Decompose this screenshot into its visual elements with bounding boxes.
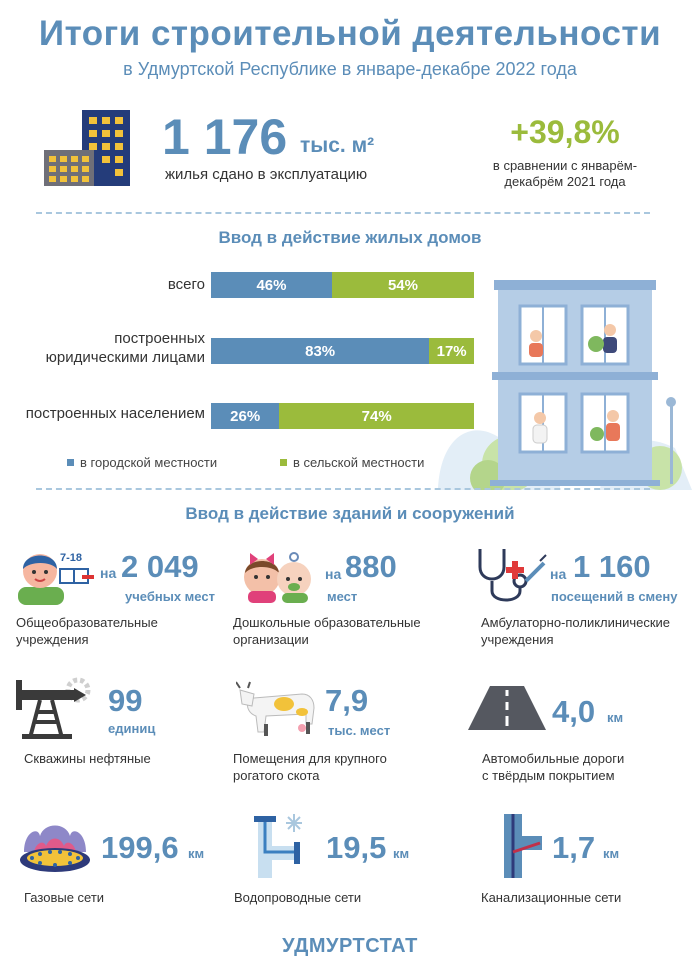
indicator-value-cattle: 7,9	[325, 683, 369, 718]
indicator-value-clinics: 1 160	[573, 549, 651, 584]
bar-legal-entities-rural	[429, 338, 474, 364]
indicator-value-schools: 2 049	[121, 549, 199, 584]
indicator-label-kindergartens: Дошкольные образовательные организации	[233, 615, 421, 647]
legend-swatch-rural	[280, 459, 287, 466]
bar-population-rural	[279, 403, 474, 429]
water-pipe-icon	[250, 812, 310, 878]
legend-swatch-urban	[67, 459, 74, 466]
housing-total-value: 1 176	[162, 109, 288, 165]
indicator-unit-sewer-networks: км	[603, 846, 620, 861]
indicator-label-oil-wells: Скважины нефтяные	[24, 751, 151, 766]
indicator-label-roads: Автомобильные дороги с твёрдым покрытием	[482, 751, 625, 783]
legend-item-rural: в сельской местности	[280, 455, 424, 470]
age-label: 7-18	[60, 552, 83, 564]
data-label: 46%	[256, 276, 287, 294]
footer-brand: УДМУРТСТАТ	[282, 935, 418, 957]
bar-total-urban	[211, 272, 332, 298]
housing-growth-value: +39,8%	[510, 114, 620, 150]
indicator-value-roads: 4,0	[552, 694, 596, 729]
indicator-unit-cattle: тыс. мест	[328, 723, 391, 738]
indicator-value-kindergartens: 880	[345, 549, 397, 584]
indicator-value-gas-networks: 199,6	[101, 830, 179, 865]
indicator-label-cattle: Помещения для крупного рогатого скота	[233, 751, 387, 783]
indicator-label-sewer-networks: Канализационные сети	[481, 890, 622, 905]
indicator-prefix: на	[325, 566, 342, 582]
bar-label-total: всего	[167, 276, 205, 293]
housing-total-caption: жилья сдано в эксплуатацию	[165, 166, 368, 183]
indicator-unit-oil-wells: единиц	[108, 721, 156, 736]
indicator-unit-water-networks: км	[393, 846, 410, 861]
indicator-prefix: на	[550, 566, 567, 582]
indicator-label-clinics: Амбулаторно-поликлинические учреждения	[481, 615, 671, 647]
bar-total-rural	[332, 272, 474, 298]
data-label: 54%	[387, 276, 418, 294]
buildings-title: Ввод в действие зданий и сооружений	[185, 504, 515, 523]
bar-label-population: построенных населением	[25, 405, 205, 422]
indicator-label-water-networks: Водопроводные сети	[234, 890, 362, 905]
data-label: 74%	[361, 407, 392, 425]
stacked-bar-chart	[211, 272, 474, 432]
indicator-label-gas-networks: Газовые сети	[24, 890, 105, 905]
student-icon	[16, 547, 96, 605]
oil-derrick-icon	[14, 676, 94, 740]
indicator-unit-clinics: посещений в смену	[551, 589, 678, 604]
indicator-value-oil-wells: 99	[108, 683, 143, 718]
cow-icon	[236, 680, 320, 738]
indicator-unit-roads: км	[607, 710, 624, 725]
indicator-unit-schools: учебных мест	[125, 589, 215, 604]
data-label: 83%	[305, 342, 336, 360]
divider	[36, 488, 650, 490]
data-label: 26%	[230, 407, 261, 425]
page-title: Итоги строительной деятельности	[38, 14, 662, 53]
gas-burner-icon	[18, 822, 92, 876]
road-icon	[466, 686, 548, 730]
stethoscope-icon	[470, 545, 548, 607]
indicator-value-sewer-networks: 1,7	[552, 830, 596, 865]
apartment-buildings-icon	[42, 106, 134, 188]
bar-legal-entities-urban	[211, 338, 429, 364]
legend-item-urban: в городской местности	[67, 455, 217, 470]
indicator-unit-gas-networks: км	[188, 846, 205, 861]
divider	[36, 212, 650, 214]
indicator-prefix: на	[100, 565, 117, 581]
bar-label-legal-entities: построенных юридическими лицами	[45, 330, 205, 366]
page-subtitle: в Удмуртской Республике в январе-декабре 2022 года	[123, 59, 577, 79]
sewer-pipe-icon	[496, 812, 546, 878]
indicator-label-schools: Общеобразовательные учреждения	[16, 615, 158, 647]
housing-growth-caption: в сравнении с январём- декабрём 2021 года	[492, 158, 638, 189]
indicator-unit-kindergartens: мест	[327, 589, 358, 604]
children-icon	[240, 547, 318, 603]
housing-total-unit: тыс. м²	[300, 134, 375, 157]
chart-title: Ввод в действие жилых домов	[218, 228, 482, 247]
bar-population-urban	[211, 403, 279, 429]
data-label: 17%	[436, 342, 467, 360]
indicator-value-water-networks: 19,5	[326, 830, 387, 865]
